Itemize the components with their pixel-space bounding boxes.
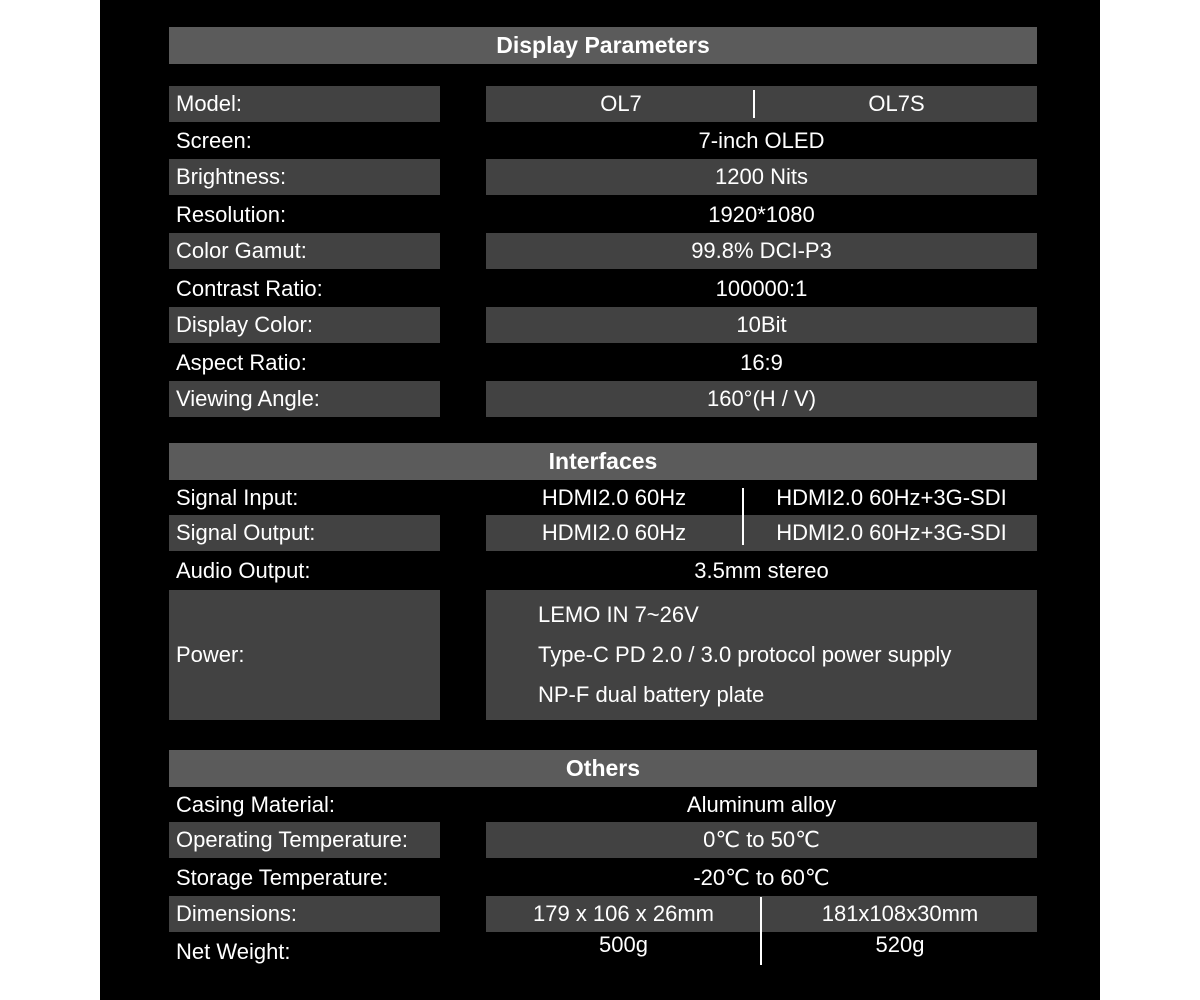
dimensions-a: 179 x 106 x 26mm (533, 901, 714, 926)
signal-output-a: HDMI2.0 60Hz (541, 520, 687, 545)
signal-output-b: HDMI2.0 60Hz+3G-SDI (776, 520, 1007, 545)
row-label-display-color: Display Color: (169, 307, 440, 343)
row-value-resolution: 1920*1080 (708, 201, 815, 227)
section-title-others: Others (565, 755, 641, 781)
row-label-brightness: Brightness: (169, 159, 440, 195)
row-label-net-weight: Net Weight: (176, 938, 291, 964)
row-label-resolution: Resolution: (176, 201, 287, 227)
row-value-operating-temperature: 0℃ to 50℃ (486, 822, 1037, 858)
model-a: OL7 (600, 91, 642, 116)
signal-input-a: HDMI2.0 60Hz (541, 484, 687, 510)
section-header-display (169, 27, 1037, 64)
row-value-casing-material: Aluminum alloy (686, 792, 837, 817)
spec-sheet (100, 0, 1100, 1000)
row-label-signal-output: Signal Output: (169, 515, 440, 551)
row-label-power: Power: (169, 590, 440, 720)
row-value-power (486, 590, 1037, 720)
row-value-viewing-angle: 160°(H / V) (486, 381, 1037, 417)
power-line-2: Type-C PD 2.0 / 3.0 protocol power supply (538, 642, 952, 667)
row-value-audio-output: 3.5mm stereo (694, 557, 829, 583)
row-value-color-gamut: 99.8% DCI-P3 (486, 233, 1037, 269)
section-header-interfaces (169, 443, 1037, 480)
section-title-interfaces: Interfaces (548, 448, 658, 474)
row-value-storage-temperature: -20℃ to 60℃ (693, 864, 830, 890)
row-label-storage-temperature: Storage Temperature: (176, 864, 389, 890)
row-label-aspect-ratio: Aspect Ratio: (176, 349, 307, 375)
row-label-dimensions: Dimensions: (169, 896, 440, 932)
section-header-others (169, 750, 1037, 787)
model-b: OL7S (868, 91, 925, 116)
row-label-audio-output: Audio Output: (176, 557, 311, 583)
row-value-display-color: 10Bit (486, 307, 1037, 343)
net-weight-b: 520g (875, 931, 925, 957)
signal-output-divider (742, 515, 744, 545)
row-label-color-gamut: Color Gamut: (169, 233, 440, 269)
dimensions-b: 181x108x30mm (821, 901, 979, 926)
row-label-operating-temperature: Operating Temperature: (169, 822, 440, 858)
net-weight-a: 500g (599, 931, 648, 957)
row-label-contrast-ratio: Contrast Ratio: (176, 275, 323, 301)
row-label-viewing-angle: Viewing Angle: (169, 381, 440, 417)
row-label-screen: Screen: (176, 127, 252, 153)
row-label-model: Model: (169, 86, 440, 122)
model-divider (753, 90, 755, 118)
signal-input-b: HDMI2.0 60Hz+3G-SDI (776, 484, 1007, 510)
section-title-display: Display Parameters (496, 32, 710, 58)
row-label-casing-material: Casing Material: (176, 792, 335, 817)
power-line-3: NP-F dual battery plate (538, 682, 765, 707)
power-line-1: LEMO IN 7~26V (538, 602, 699, 627)
row-value-aspect-ratio: 16:9 (740, 349, 783, 375)
row-value-brightness: 1200 Nits (486, 159, 1037, 195)
row-value-contrast-ratio: 100000:1 (715, 275, 808, 301)
row-value-screen: 7-inch OLED (698, 127, 825, 153)
row-label-signal-input: Signal Input: (176, 484, 299, 510)
